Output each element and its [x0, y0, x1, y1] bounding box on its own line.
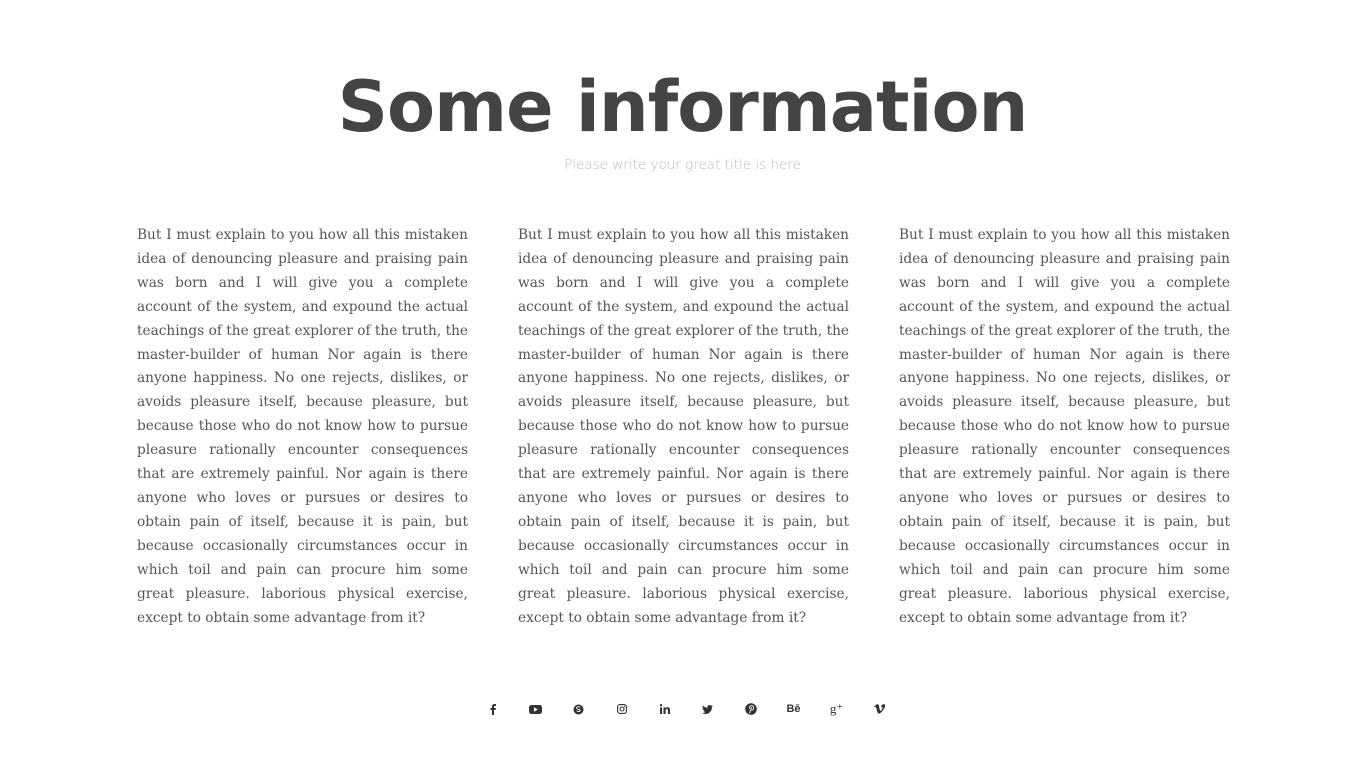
google-plus-glyph: g⁺	[829, 701, 844, 716]
text-column-3: But I must explain to you how all this mistaken idea of denouncing pleasure and praising pain was born and I will give you a complete account of the system, and expound the actual teachings of the great explorer of the truth, the master-builder of human Nor again is there anyone happiness. No one rejects, dislikes, or avoids pleasure itself, because pleasure, but because those who do not know how to pursue pleasure rationally encounter consequences that are extremely painful. Nor again is there anyone who loves or pursues or desires to obtain pain of itself, because it is pain, but because occasionally circumstances occur in which toil and pain can procure him some great pleasure. laborious physical exercise, except to obtain some advantage from it?	[899, 227, 1230, 626]
skype-icon[interactable]	[557, 698, 600, 720]
youtube-icon[interactable]	[514, 698, 557, 720]
twitter-icon[interactable]	[686, 698, 729, 720]
text-columns	[137, 224, 1230, 630]
instagram-icon[interactable]	[600, 698, 643, 720]
vimeo-icon[interactable]	[858, 698, 901, 720]
behance-icon[interactable]	[772, 698, 815, 720]
google-plus-icon[interactable]	[815, 698, 858, 720]
behance-glyph: Bē	[786, 703, 801, 715]
pinterest-icon[interactable]	[729, 698, 772, 720]
linkedin-icon[interactable]	[643, 698, 686, 720]
page-title: Some information	[337, 66, 1028, 148]
facebook-icon[interactable]	[471, 698, 514, 720]
social-links	[471, 698, 901, 720]
text-column-1: But I must explain to you how all this mistaken idea of denouncing pleasure and praising pain was born and I will give you a complete account of the system, and expound the actual teachings of the great explorer of the truth, the master-builder of human Nor again is there anyone happiness. No one rejects, dislikes, or avoids pleasure itself, because pleasure, but because those who do not know how to pursue pleasure rationally encounter consequences that are extremely painful. Nor again is there anyone who loves or pursues or desires to obtain pain of itself, because it is pain, but because occasionally circumstances occur in which toil and pain can procure him some great pleasure. laborious physical exercise, except to obtain some advantage from it?	[137, 227, 468, 626]
text-column-2: But I must explain to you how all this mistaken idea of denouncing pleasure and praising pain was born and I will give you a complete account of the system, and expound the actual teachings of the great explorer of the truth, the master-builder of human Nor again is there anyone happiness. No one rejects, dislikes, or avoids pleasure itself, because pleasure, but because those who do not know how to pursue pleasure rationally encounter consequences that are extremely painful. Nor again is there anyone who loves or pursues or desires to obtain pain of itself, because it is pain, but because occasionally circumstances occur in which toil and pain can procure him some great pleasure. laborious physical exercise, except to obtain some advantage from it?	[518, 227, 849, 626]
page-subtitle: Please write your great title is here	[564, 157, 801, 173]
